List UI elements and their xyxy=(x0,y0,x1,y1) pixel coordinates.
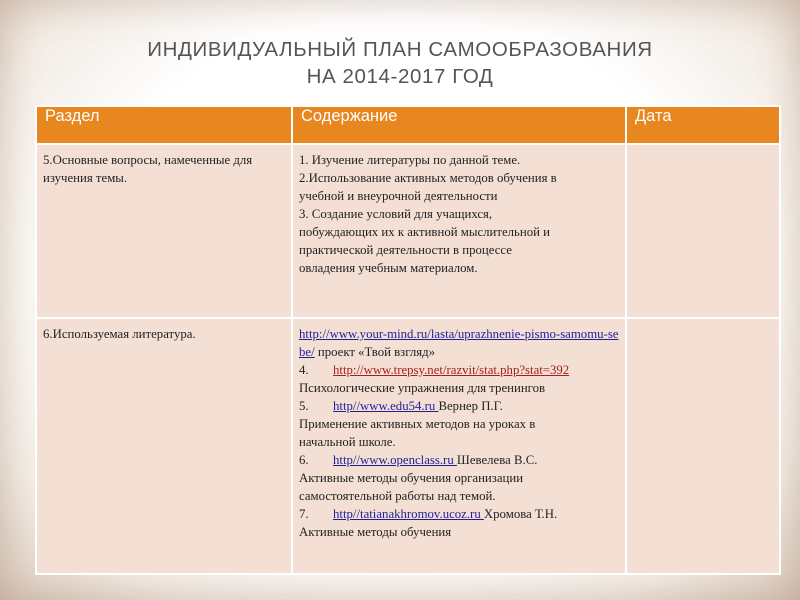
reference-link[interactable]: http://www.trepsy.net/razvit/stat.php?stat=392 xyxy=(333,363,570,377)
reference-link[interactable]: http//tatianakhromov.ucoz.ru xyxy=(333,507,484,521)
header-date: Дата xyxy=(626,106,780,144)
reference-6 xyxy=(299,451,619,469)
content-line: овладения учебным материалом. xyxy=(299,261,478,275)
reference-number: 4. xyxy=(299,363,309,377)
plan-table xyxy=(35,105,781,575)
table-row xyxy=(36,144,780,318)
content-line: 1. Изучение литературы по данной теме. xyxy=(299,153,521,167)
cell-date xyxy=(626,144,780,318)
reference-7 xyxy=(299,505,619,523)
reference-number: 7. xyxy=(299,507,309,521)
reference-text: Психологические упражнения для тренингов xyxy=(299,381,546,395)
reference-text: Шевелева В.С. xyxy=(456,453,538,467)
content-line: учебной и внеурочной деятельности xyxy=(299,189,498,203)
reference-link[interactable]: http//www.openclass.ru xyxy=(333,453,457,467)
reference-text: проект «Твой взгляд» xyxy=(314,345,436,359)
reference-text: Применение активных методов на уроках в xyxy=(299,417,536,431)
content-line: 2.Использование активных методов обучения в xyxy=(299,171,557,185)
cell-section: 5.Основные вопросы, намеченные для изучения темы. xyxy=(36,144,292,318)
reference-text: начальной школе. xyxy=(299,435,396,449)
reference-text: Хромова Т.Н. xyxy=(483,507,558,521)
cell-content xyxy=(292,144,626,318)
reference-text: Вернер П.Г. xyxy=(438,399,503,413)
content-line: побуждающих их к активной мыслительной и xyxy=(299,225,551,239)
table-header-row xyxy=(36,106,780,144)
title-line-2: НА 2014-2017 ГОД xyxy=(306,65,494,88)
reference-link[interactable]: http://www.your-mind.ru/lasta/uprazhnenie-pismo-samomu-sebe/ xyxy=(299,327,619,359)
content-line: 3. Создание условий для учащихся, xyxy=(299,207,493,221)
header-section: Раздел xyxy=(36,106,292,144)
reference-text: Активные методы обучения xyxy=(299,525,452,539)
cell-section: 6.Используемая литература. xyxy=(36,318,292,574)
reference-1 xyxy=(299,325,619,361)
page-title xyxy=(0,36,800,90)
reference-5 xyxy=(299,397,619,415)
cell-date xyxy=(626,318,780,574)
reference-number: 5. xyxy=(299,399,309,413)
title-line-1: ИНДИВИДУАЛЬНЫЙ ПЛАН САМООБРАЗОВАНИЯ xyxy=(147,38,653,61)
reference-link[interactable]: http//www.edu54.ru xyxy=(333,399,439,413)
reference-number: 6. xyxy=(299,453,309,467)
reference-text: Активные методы обучения организации xyxy=(299,471,524,485)
reference-4 xyxy=(299,361,619,379)
table-row xyxy=(36,318,780,574)
header-content: Содержание xyxy=(292,106,626,144)
content-line: практической деятельности в процессе xyxy=(299,243,512,257)
reference-text: самостоятельной работы над темой. xyxy=(299,489,496,503)
cell-content xyxy=(292,318,626,574)
